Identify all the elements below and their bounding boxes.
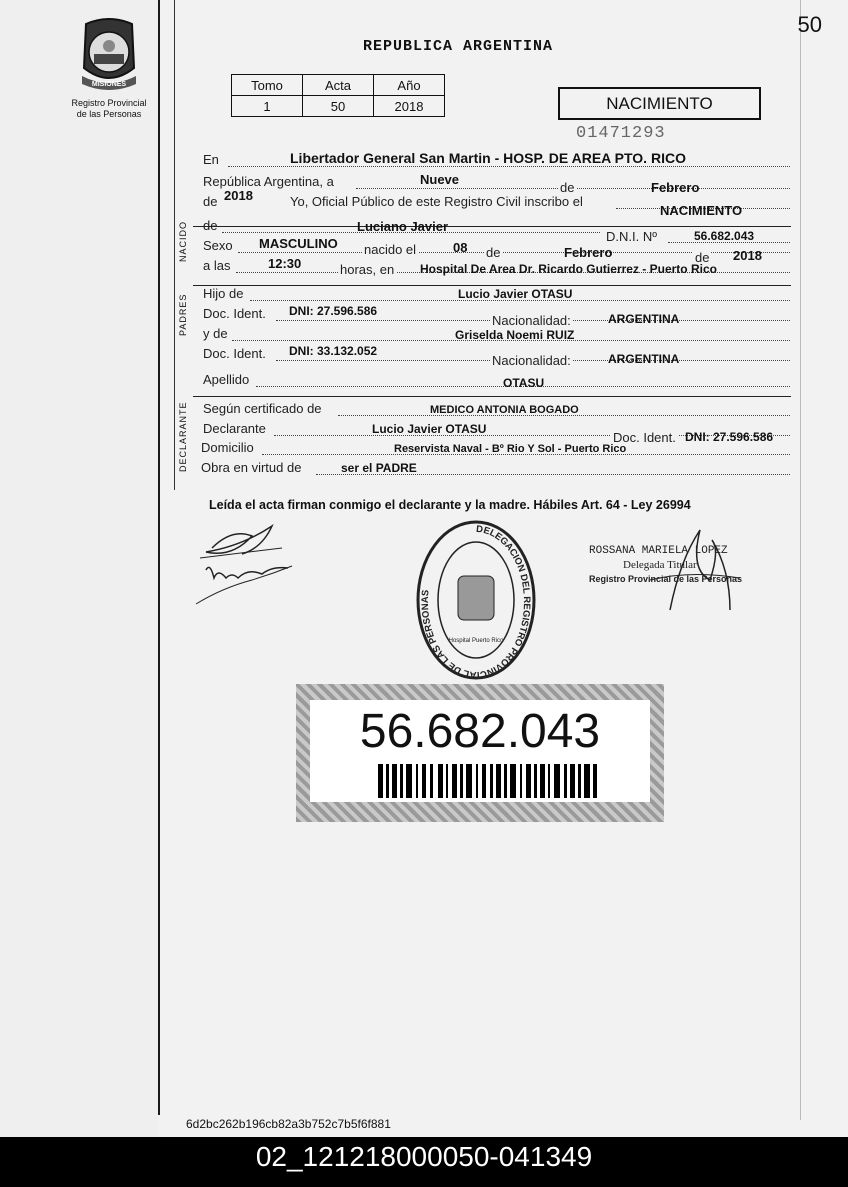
value-certificado: MEDICO ANTONIA BOGADO xyxy=(430,404,579,416)
value-madre-nac: ARGENTINA xyxy=(608,352,680,366)
barcode-panel xyxy=(310,700,650,802)
value-padre-nac: ARGENTINA xyxy=(608,312,680,326)
label-doc-ident-1: Doc. Ident. xyxy=(203,306,266,321)
page-number: 50 xyxy=(797,12,822,37)
value-madre-dni: DNI: 33.132.052 xyxy=(289,344,378,358)
official-stamp xyxy=(414,518,538,682)
value-mes: Febrero xyxy=(651,180,700,195)
signature-declarante xyxy=(192,518,302,610)
label-en: En xyxy=(203,152,219,167)
value-padre: Lucio Javier OTASU xyxy=(458,287,573,301)
footer-id: 02_121218000050-041349 xyxy=(255,1141,593,1172)
barcode-icon xyxy=(378,764,598,798)
barcode-label xyxy=(296,684,664,822)
left-margin xyxy=(0,0,158,1137)
label-doc-ident-2: Doc. Ident. xyxy=(203,346,266,361)
label-horas-en: horas, en xyxy=(340,262,395,277)
label-de: de xyxy=(560,180,575,195)
right-rule xyxy=(800,0,801,1120)
value-nac-dia: 08 xyxy=(453,240,468,255)
label-apellido: Apellido xyxy=(203,372,250,387)
document-hash: 6d2bc262b196cb82a3b752c7b5f6f881 xyxy=(186,1117,391,1131)
label-dni: D.N.I. Nº xyxy=(606,229,657,244)
label-segun: Según certificado de xyxy=(203,401,322,416)
document-title: REPUBLICA ARGENTINA xyxy=(363,38,554,55)
misiones-seal-icon xyxy=(76,18,142,96)
ledger-header-tomo: Tomo xyxy=(232,75,303,96)
value-nac-anio: 2018 xyxy=(733,248,762,263)
ledger-value-row xyxy=(232,96,445,117)
binding-line xyxy=(158,0,160,1115)
label-y-de: y de xyxy=(203,326,228,341)
seal-text: MISIONES xyxy=(91,81,127,88)
signer-role: Delegada Titular xyxy=(623,559,697,571)
value-declarante: Lucio Javier OTASU xyxy=(372,422,487,436)
registry-label xyxy=(60,98,158,120)
value-apellido: OTASU xyxy=(503,376,545,390)
side-label-padres: PADRES xyxy=(178,293,188,336)
side-label-nacido: NACIDO xyxy=(178,220,188,262)
value-tipo: NACIMIENTO xyxy=(660,203,743,218)
label-de-nombre: de xyxy=(203,218,218,233)
label-doc-ident-3: Doc. Ident. xyxy=(613,430,676,445)
value-lugar-nac: Hospital De Area Dr. Ricardo Gutierrez - Puerto Rico xyxy=(420,262,717,276)
value-anio: 2018 xyxy=(224,188,253,203)
stamp-center-text: Hospital Puerto Rico xyxy=(448,638,504,644)
value-obra: ser el PADRE xyxy=(341,461,417,475)
section-divider xyxy=(193,285,791,286)
signer-block xyxy=(589,544,742,586)
serial-number: 01471293 xyxy=(576,124,666,143)
value-padre-dni: DNI: 27.596.586 xyxy=(289,304,378,318)
label-sexo: Sexo xyxy=(203,238,233,253)
ledger-header-row xyxy=(232,75,445,96)
value-domicilio: Reservista Naval - Bº Rio Y Sol - Puerto Rico xyxy=(394,443,627,455)
ledger-header-anio: Año xyxy=(374,75,445,96)
ledger-value-acta: 50 xyxy=(303,96,374,117)
value-dni: 56.682.043 xyxy=(694,229,755,243)
ledger-value-anio: 2018 xyxy=(374,96,445,117)
label-yo: Yo, Oficial Público de este Registro Civil inscribo el xyxy=(290,194,583,209)
closing-statement: Leída el acta firman conmigo el declarante y la madre. Hábiles Art. 64 - Ley 26994 xyxy=(209,498,691,512)
label-nacionalidad-2: Nacionalidad: xyxy=(492,353,571,368)
section-divider xyxy=(193,226,791,227)
value-nac-mes: Febrero xyxy=(564,245,613,260)
ledger-table xyxy=(231,74,445,117)
ledger-value-tomo: 1 xyxy=(232,96,303,117)
label-de4: de xyxy=(695,250,710,265)
label-a-las: a las xyxy=(203,258,231,273)
value-dia: Nueve xyxy=(420,172,460,187)
label-declarante: Declarante xyxy=(203,421,266,436)
stamp-text: DELEGACION DEL REGISTRO PROVINCIAL DE LAS PERSONAS xyxy=(419,523,532,681)
label-nacionalidad-1: Nacionalidad: xyxy=(492,313,571,328)
registry-line-1: Registro Provincial xyxy=(71,98,147,108)
section-divider xyxy=(193,396,791,397)
registry-line-2: de las Personas xyxy=(76,109,142,119)
barcode-number: 56.682.043 xyxy=(359,705,601,758)
dotted-line xyxy=(228,166,790,167)
signer-name: ROSSANA MARIELA LOPEZ xyxy=(589,545,728,557)
label-domicilio: Domicilio xyxy=(201,440,254,455)
label-nacido-el: nacido el xyxy=(364,242,417,257)
signer-office: Registro Provincial de las Personas xyxy=(589,574,743,584)
label-obra: Obra en virtud de xyxy=(201,460,302,475)
label-hijo-de: Hijo de xyxy=(203,286,244,301)
value-lugar: Libertador General San Martin - HOSP. DE AREA PTO. RICO xyxy=(290,150,686,166)
value-madre: Griselda Noemi RUIZ xyxy=(455,328,575,342)
value-hora: 12:30 xyxy=(268,256,302,271)
label-de2: de xyxy=(203,194,218,209)
label-de3: de xyxy=(486,245,501,260)
value-nombre: Luciano Javier xyxy=(357,219,449,234)
value-declarante-dni: DNI: 27.596.586 xyxy=(685,430,774,444)
section-rule xyxy=(174,0,175,490)
ledger-header-acta: Acta xyxy=(303,75,374,96)
label-republica: República Argentina, a xyxy=(203,174,334,189)
value-sexo: MASCULINO xyxy=(259,236,338,251)
side-label-declarante: DECLARANTE xyxy=(178,401,188,472)
act-type-box: NACIMIENTO xyxy=(558,87,761,120)
